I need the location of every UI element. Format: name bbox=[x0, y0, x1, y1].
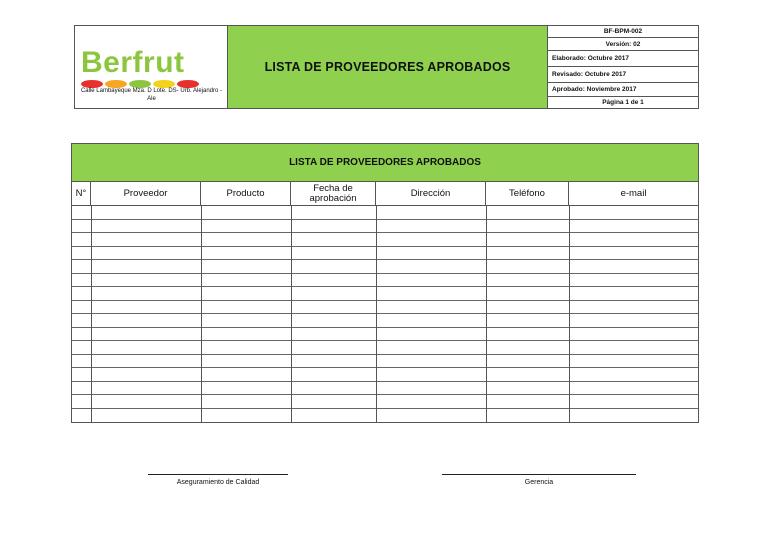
table-row bbox=[72, 314, 698, 328]
table-row bbox=[72, 368, 698, 382]
table-row bbox=[72, 287, 698, 301]
table-row bbox=[72, 409, 698, 423]
table-row bbox=[72, 341, 698, 355]
column-header: Teléfono bbox=[486, 182, 569, 206]
page-number: Página 1 de 1 bbox=[602, 99, 644, 106]
signature-label-quality: Aseguramiento de Calidad bbox=[176, 479, 260, 486]
elaborado-date: Elaborado: Octubre 2017 bbox=[548, 51, 698, 67]
company-logo-text: Berfrut bbox=[81, 46, 185, 79]
document-meta bbox=[548, 26, 698, 108]
column-divider bbox=[486, 206, 487, 422]
column-header: e-mail bbox=[620, 188, 647, 199]
logo-cell bbox=[75, 26, 228, 108]
signature-label-management: Gerencia bbox=[524, 479, 554, 486]
column-header: Dirección bbox=[376, 182, 486, 206]
document-version: Versión: 02 bbox=[548, 38, 698, 51]
table-row bbox=[72, 233, 698, 247]
revisado-date: Revisado: Octubre 2017 bbox=[548, 67, 698, 83]
table-row bbox=[72, 382, 698, 396]
column-divider bbox=[376, 206, 377, 422]
document-code: BF-BPM-002 bbox=[548, 26, 698, 38]
document-header bbox=[74, 25, 699, 109]
suppliers-table bbox=[71, 143, 699, 423]
table-row bbox=[72, 247, 698, 261]
aprobado-date: Aprobado: Noviembre 2017 bbox=[548, 83, 698, 97]
signature-line-management bbox=[442, 474, 636, 475]
table-body bbox=[72, 206, 698, 422]
column-divider bbox=[569, 206, 570, 422]
column-divider bbox=[91, 206, 92, 422]
table-row bbox=[72, 301, 698, 315]
company-address: Calle Lambayeque Mza. D Lote. DS- Urb. Alejandro - Ale bbox=[80, 88, 223, 102]
table-row bbox=[72, 260, 698, 274]
column-header: N° bbox=[72, 182, 91, 206]
table-header-row bbox=[72, 182, 698, 206]
table-row bbox=[72, 274, 698, 288]
table-title: LISTA DE PROVEEDORES APROBADOS bbox=[72, 144, 698, 182]
column-header: Proveedor bbox=[91, 182, 201, 206]
signature-line-quality bbox=[148, 474, 288, 475]
column-header: Fecha de aprobación bbox=[291, 182, 376, 206]
column-header: Producto bbox=[201, 182, 291, 206]
table-row bbox=[72, 328, 698, 342]
table-row bbox=[72, 220, 698, 234]
table-row bbox=[72, 355, 698, 369]
table-row bbox=[72, 395, 698, 409]
column-divider bbox=[291, 206, 292, 422]
column-divider bbox=[201, 206, 202, 422]
document-title: LISTA DE PROVEEDORES APROBADOS bbox=[228, 26, 548, 108]
table-row bbox=[72, 206, 698, 220]
